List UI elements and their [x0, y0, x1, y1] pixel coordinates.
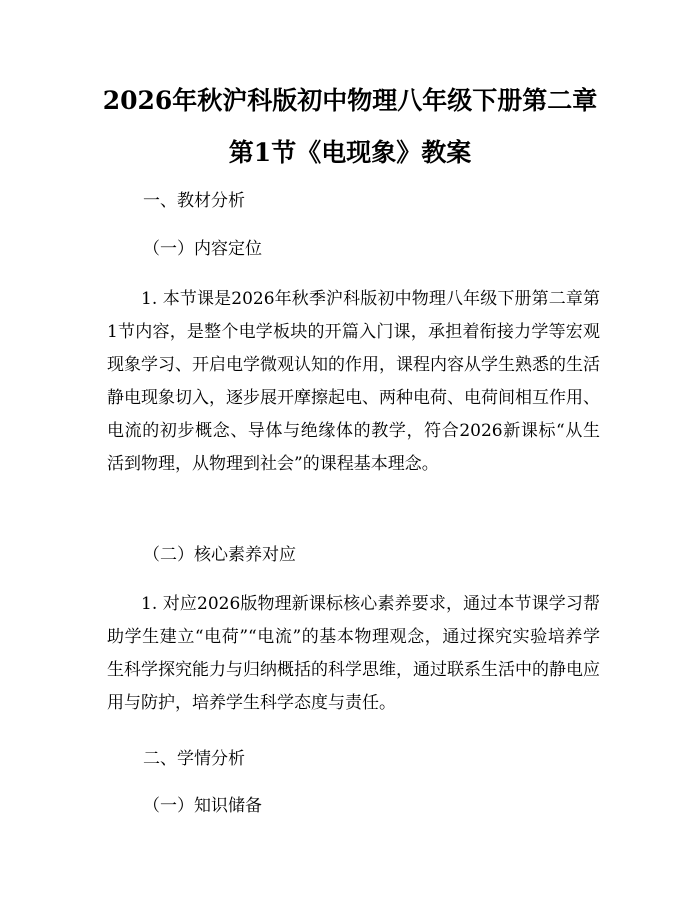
subheading-core-literacy: （二）核心素养对应 — [143, 545, 296, 565]
subheading-content-positioning: （一）内容定位 — [143, 239, 262, 259]
document-title-line-2: 第1节《电现象》教案 — [228, 138, 472, 167]
paragraph-content-positioning — [107, 283, 600, 481]
paragraph-core-literacy — [107, 588, 600, 720]
section-heading-learner-analysis: 二、学情分析 — [143, 749, 245, 769]
paragraph-text: 1. 本节课是2026年秋季沪科版初中物理八年级下册第二章第1节内容，是整个电学板块的开篇入门课，承担着衔接力学等宏观现象学习、开启电学微观认知的作用，课程内容从学生熟悉的生活静电现象切入，逐步展开摩擦起电、两种电荷、电荷间相互作用、电流的初步概念、导体与绝缘体的教学，符合2026新课标“从生活到物理，从物理到社会”的课程基本理念。 — [107, 289, 600, 474]
paragraph-text: 1. 对应2026版物理新课标核心素养要求，通过本节课学习帮助学生建立“电荷”“电流”的基本物理观念，通过探究实验培养学生科学探究能力与归纳概括的科学思维，通过联系生活中的静电应用与防护，培养学生科学态度与责任。 — [107, 594, 600, 713]
subheading-knowledge-reserve: （一）知识储备 — [143, 796, 262, 816]
section-heading-textbook-analysis: 一、教材分析 — [143, 191, 245, 211]
document-title-line-1: 2026年秋沪科版初中物理八年级下册第二章 — [102, 86, 598, 115]
